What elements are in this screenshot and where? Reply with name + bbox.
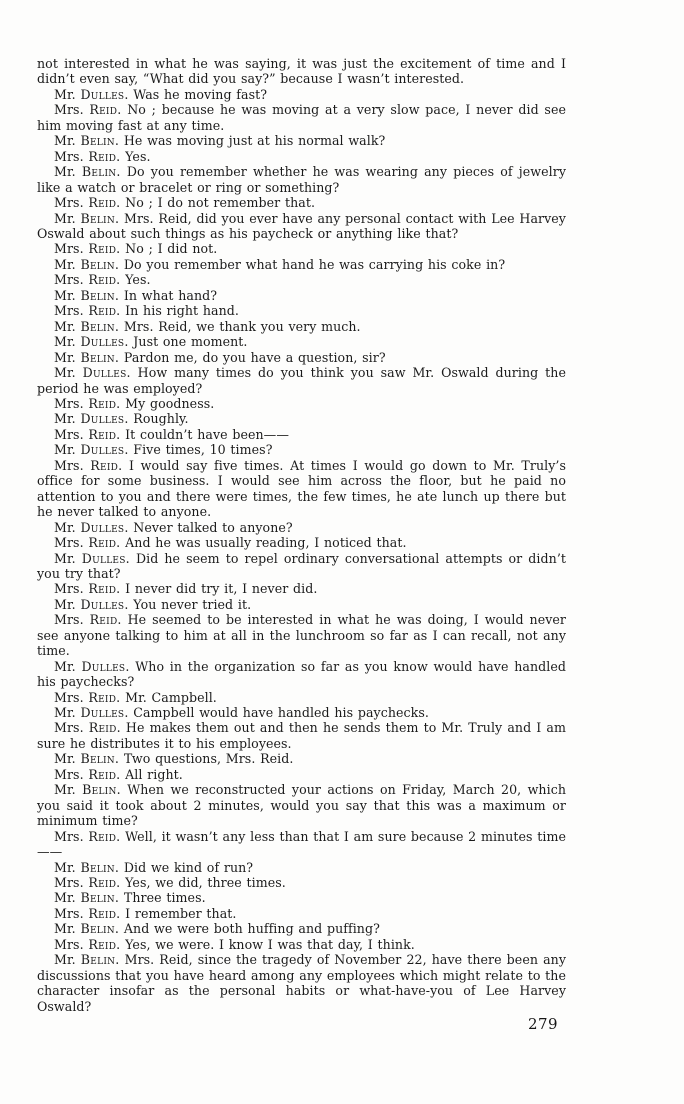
dialogue-turn bbox=[37, 952, 566, 1014]
speaker-name: Reid. bbox=[88, 303, 121, 319]
testimony-text bbox=[37, 56, 566, 1014]
speaker-prefix: Mr. bbox=[54, 705, 76, 721]
speaker-prefix: Mrs. bbox=[54, 936, 84, 952]
speaker-name: Reid. bbox=[89, 102, 122, 118]
turn-text: Never talked to anyone? bbox=[133, 519, 293, 535]
dialogue-turn bbox=[37, 334, 566, 349]
dialogue-turn bbox=[37, 535, 566, 550]
dialogue-turn bbox=[37, 597, 566, 612]
turn-text: No ; because he was moving at a very slow pace, I never did see him moving fast at any time. bbox=[37, 102, 566, 133]
dialogue-turn bbox=[37, 520, 566, 535]
speaker-name: Dulles. bbox=[80, 86, 129, 102]
dialogue-turn bbox=[37, 720, 566, 751]
speaker-name: Reid. bbox=[88, 936, 121, 952]
turn-text: Pardon me, do you have a question, sir? bbox=[123, 349, 386, 365]
speaker-prefix: Mrs. bbox=[54, 828, 84, 844]
speaker-name: Reid. bbox=[88, 148, 121, 164]
turn-text: Campbell would have handled his paychecks. bbox=[133, 705, 429, 721]
dialogue-turn bbox=[37, 921, 566, 936]
speaker-name: Dulles. bbox=[81, 550, 130, 566]
dialogue-turn bbox=[37, 411, 566, 426]
speaker-name: Reid. bbox=[88, 272, 121, 288]
turn-text: And we were both huffing and puffing? bbox=[123, 921, 380, 937]
speaker-prefix: Mrs. bbox=[54, 395, 84, 411]
speaker-name: Reid. bbox=[88, 689, 121, 705]
speaker-name: Reid. bbox=[88, 875, 121, 891]
dialogue-turn bbox=[37, 396, 566, 411]
turn-text: I remember that. bbox=[125, 905, 237, 921]
speaker-name: Belin. bbox=[80, 287, 120, 303]
speaker-prefix: Mrs. bbox=[54, 535, 84, 551]
speaker-name: Reid. bbox=[88, 905, 121, 921]
dialogue-turn bbox=[37, 890, 566, 905]
speaker-prefix: Mr. bbox=[54, 365, 76, 381]
speaker-name: Dulles. bbox=[80, 519, 129, 535]
speaker-prefix: Mr. bbox=[54, 442, 76, 458]
speaker-name: Belin. bbox=[80, 256, 120, 272]
speaker-name: Reid. bbox=[88, 395, 121, 411]
dialogue-turn bbox=[37, 427, 566, 442]
dialogue-turn bbox=[37, 829, 566, 860]
turn-text: In his right hand. bbox=[125, 303, 239, 319]
speaker-name: Dulles. bbox=[81, 658, 130, 674]
speaker-prefix: Mrs. bbox=[54, 426, 84, 442]
turn-text: He makes them out and then he sends them to Mr. Truly and I am sure he distributes it to his employees. bbox=[37, 720, 566, 751]
speaker-prefix: Mrs. bbox=[54, 581, 84, 597]
speaker-prefix: Mr. bbox=[54, 751, 76, 767]
speaker-prefix: Mrs. bbox=[54, 766, 84, 782]
dialogue-turn bbox=[37, 442, 566, 457]
turn-text: Well, it wasn’t any less than that I am sure because 2 minutes time—— bbox=[37, 828, 566, 860]
turn-text: I never did try it, I never did. bbox=[125, 581, 318, 597]
speaker-prefix: Mr. bbox=[54, 256, 76, 272]
speaker-name: Reid. bbox=[88, 195, 121, 211]
speaker-name: Reid. bbox=[88, 241, 121, 257]
turn-text: No ; I did not. bbox=[125, 241, 218, 257]
speaker-prefix: Mr. bbox=[54, 596, 76, 612]
speaker-name: Belin. bbox=[80, 952, 120, 968]
dialogue-turn bbox=[37, 288, 566, 303]
speaker-name: Reid. bbox=[88, 766, 121, 782]
turn-text: Mrs. Reid, since the tragedy of November 22, have there been any discussions that you have heard among any employees which might relate to the character insofar as the personal habits or what-have-you of Lee Harvey Oswald? bbox=[37, 952, 566, 1014]
speaker-name: Belin. bbox=[80, 921, 120, 937]
dialogue-turn bbox=[37, 241, 566, 256]
speaker-name: Belin. bbox=[80, 318, 120, 334]
turn-text: Who in the organization so far as you know would have handled his paychecks? bbox=[37, 658, 566, 690]
turn-text: Three times. bbox=[123, 890, 206, 906]
speaker-prefix: Mrs. bbox=[54, 148, 84, 164]
continuation-paragraph: not interested in what he was saying, it was just the excitement of time and I didn’t even say, “What did you say?” because I wasn’t interested. bbox=[37, 56, 566, 87]
speaker-name: Reid. bbox=[89, 612, 122, 628]
speaker-name: Dulles. bbox=[80, 596, 129, 612]
speaker-name: Reid. bbox=[88, 828, 121, 844]
turn-text: Just one moment. bbox=[133, 334, 248, 350]
turn-text: Yes. bbox=[125, 148, 151, 164]
turn-text: It couldn’t have been—— bbox=[125, 426, 289, 442]
speaker-prefix: Mr. bbox=[54, 921, 76, 937]
turn-text: In what hand? bbox=[123, 287, 218, 303]
speaker-name: Belin. bbox=[80, 210, 120, 226]
turn-text: Yes. bbox=[125, 272, 151, 288]
dialogue-turn bbox=[37, 906, 566, 921]
speaker-prefix: Mrs. bbox=[54, 195, 84, 211]
dialogue-turn bbox=[37, 659, 566, 690]
speaker-prefix: Mr. bbox=[54, 287, 76, 303]
turn-text: Yes, we were. I know I was that day, I think. bbox=[125, 936, 415, 952]
speaker-prefix: Mr. bbox=[54, 411, 76, 427]
speaker-prefix: Mr. bbox=[54, 210, 76, 226]
dialogue-turn bbox=[37, 87, 566, 102]
turn-text: All right. bbox=[125, 766, 183, 782]
speaker-prefix: Mr. bbox=[54, 890, 76, 906]
dialogue-turn bbox=[37, 149, 566, 164]
turn-text: And he was usually reading, I noticed that. bbox=[125, 535, 407, 551]
dialogue-turn bbox=[37, 365, 566, 396]
dialogue-turn bbox=[37, 303, 566, 318]
dialogue-turn bbox=[37, 195, 566, 210]
dialogue-turn bbox=[37, 164, 566, 195]
turn-text: How many times do you think you saw Mr. Oswald during the period he was employed? bbox=[37, 365, 566, 396]
dialogue-turn bbox=[37, 690, 566, 705]
turn-text: Roughly. bbox=[133, 411, 189, 427]
dialogue-turn bbox=[37, 257, 566, 272]
speaker-prefix: Mr. bbox=[54, 782, 76, 798]
speaker-prefix: Mrs. bbox=[54, 875, 84, 891]
dialogue-turn bbox=[37, 551, 566, 582]
dialogue-turn bbox=[37, 133, 566, 148]
dialogue-turn bbox=[37, 211, 566, 242]
dialogue bbox=[37, 87, 566, 1014]
dialogue-turn bbox=[37, 350, 566, 365]
turn-text: Do you remember what hand he was carrying his coke in? bbox=[123, 256, 506, 272]
dialogue-turn bbox=[37, 782, 566, 828]
turn-text: When we reconstructed your actions on Friday, March 20, which you said it took about 2 minutes, would you say that this was a maximum or minimum time? bbox=[37, 782, 566, 829]
dialogue-turn bbox=[37, 581, 566, 596]
speaker-name: Dulles. bbox=[82, 365, 131, 381]
speaker-prefix: Mr. bbox=[54, 519, 76, 535]
dialogue-turn bbox=[37, 937, 566, 952]
speaker-name: Reid. bbox=[88, 720, 121, 736]
turn-text: Was he moving fast? bbox=[133, 86, 268, 102]
turn-text: Mrs. Reid, we thank you very much. bbox=[123, 318, 361, 334]
dialogue-turn bbox=[37, 875, 566, 890]
turn-text: Mrs. Reid, did you ever have any personal contact with Lee Harvey Oswald about such things as his paycheck or anything like that? bbox=[37, 210, 566, 241]
speaker-prefix: Mrs. bbox=[54, 241, 84, 257]
dialogue-turn bbox=[37, 705, 566, 720]
speaker-name: Belin. bbox=[80, 890, 120, 906]
turn-text: Did we kind of run? bbox=[123, 859, 254, 875]
dialogue-turn bbox=[37, 767, 566, 782]
turn-text: You never tried it. bbox=[133, 596, 252, 612]
speaker-name: Belin. bbox=[82, 782, 121, 798]
turn-text: He was moving just at his normal walk? bbox=[123, 133, 386, 149]
turn-text: Mr. Campbell. bbox=[125, 689, 217, 705]
speaker-name: Reid. bbox=[88, 426, 121, 442]
speaker-name: Belin. bbox=[80, 349, 120, 365]
speaker-name: Reid. bbox=[88, 581, 121, 597]
speaker-name: Belin. bbox=[80, 859, 120, 875]
dialogue-turn bbox=[37, 272, 566, 287]
speaker-prefix: Mr. bbox=[54, 334, 76, 350]
speaker-prefix: Mrs. bbox=[54, 303, 84, 319]
speaker-prefix: Mrs. bbox=[54, 102, 84, 118]
dialogue-turn bbox=[37, 751, 566, 766]
speaker-name: Dulles. bbox=[80, 411, 129, 427]
speaker-name: Reid. bbox=[90, 457, 123, 473]
speaker-prefix: Mr. bbox=[54, 86, 76, 102]
speaker-name: Belin. bbox=[80, 751, 120, 767]
speaker-name: Belin. bbox=[80, 133, 120, 149]
speaker-prefix: Mr. bbox=[54, 658, 76, 674]
speaker-name: Dulles. bbox=[80, 705, 129, 721]
dialogue-turn bbox=[37, 860, 566, 875]
speaker-prefix: Mrs. bbox=[54, 720, 84, 736]
speaker-prefix: Mrs. bbox=[54, 272, 84, 288]
speaker-prefix: Mr. bbox=[54, 952, 76, 968]
page-number: 279 bbox=[528, 1015, 558, 1033]
speaker-prefix: Mr. bbox=[54, 550, 76, 566]
turn-text: My goodness. bbox=[125, 395, 215, 411]
dialogue-turn bbox=[37, 102, 566, 133]
speaker-name: Reid. bbox=[88, 535, 121, 551]
turn-text: Did he seem to repel ordinary conversational attempts or didn’t you try that? bbox=[37, 550, 567, 581]
speaker-prefix: Mrs. bbox=[54, 457, 84, 473]
speaker-name: Dulles. bbox=[80, 442, 129, 458]
speaker-prefix: Mr. bbox=[54, 349, 76, 365]
turn-text: Two questions, Mrs. Reid. bbox=[123, 751, 294, 767]
turn-text: Yes, we did, three times. bbox=[125, 875, 286, 891]
turn-text: He seemed to be interested in what he was doing, I would never see anyone talking to him at all in the lunchroom so far as I can recall, not any time. bbox=[37, 612, 566, 659]
speaker-name: Belin. bbox=[81, 164, 121, 180]
speaker-name: Dulles. bbox=[80, 334, 129, 350]
speaker-prefix: Mrs. bbox=[54, 689, 84, 705]
speaker-prefix: Mrs. bbox=[54, 612, 84, 628]
turn-text: I would say five times. At times I would go down to Mr. Truly’s office for some business. I would see him across the floor, but he paid no attention to you and there were times, the few times, he ate lunch up there but he never talked to anyone. bbox=[37, 457, 566, 520]
dialogue-turn bbox=[37, 458, 566, 520]
dialogue-turn bbox=[37, 319, 566, 334]
turn-text: Five times, 10 times? bbox=[133, 442, 273, 458]
dialogue-turn bbox=[37, 612, 566, 658]
speaker-prefix: Mr. bbox=[54, 318, 76, 334]
speaker-prefix: Mr. bbox=[54, 164, 76, 180]
speaker-prefix: Mrs. bbox=[54, 905, 84, 921]
turn-text: No ; I do not remember that. bbox=[125, 195, 316, 211]
turn-text: Do you remember whether he was wearing any pieces of jewelry like a watch or bracelet or ring or something? bbox=[37, 164, 566, 195]
speaker-prefix: Mr. bbox=[54, 133, 76, 149]
speaker-prefix: Mr. bbox=[54, 859, 76, 875]
